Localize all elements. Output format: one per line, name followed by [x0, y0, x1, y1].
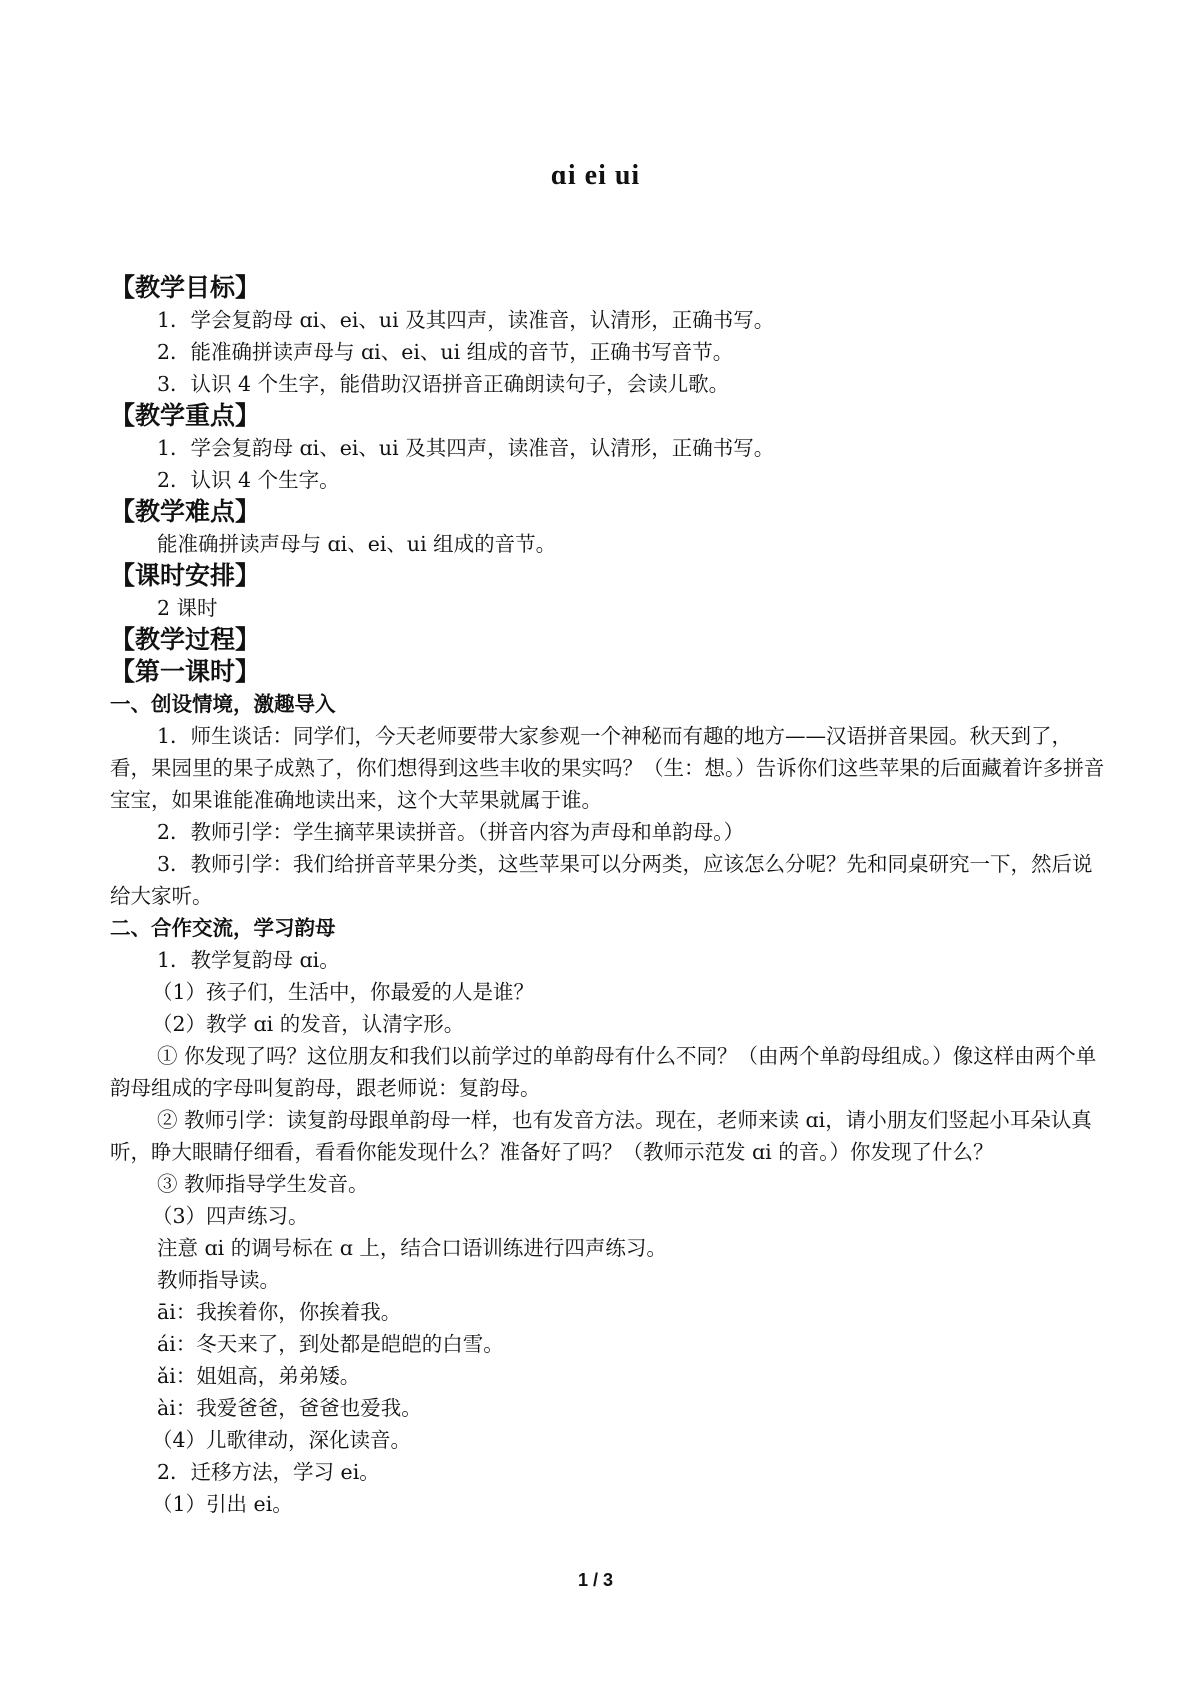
text-line: 2．认识 4 个生字。 [157, 468, 340, 492]
text-line: 2 课时 [157, 596, 218, 620]
text-line: （2）教学 ɑi 的发音，认清字形。 [152, 1012, 465, 1036]
text-line: 1．学会复韵母 ɑi、ei、ui 及其四声，读准音，认清形，正确书写。 [157, 308, 775, 332]
text-line: 2．能准确拼读声母与 ɑi、ei、ui 组成的音节，正确书写音节。 [157, 340, 734, 364]
section-heading: 【第一课时】 [110, 657, 261, 686]
section-heading: 【教学目标】 [110, 273, 261, 302]
section-heading: 【教学过程】 [110, 625, 261, 654]
text-line: （1）引出 ei。 [152, 1492, 293, 1516]
section-heading: 【课时安排】 [110, 561, 261, 590]
text-line: （4）儿歌律动，深化读音。 [152, 1428, 412, 1452]
paragraph: ② 教师引学：读复韵母跟单韵母一样，也有发音方法。现在，老师来读 ɑi，请小朋友们竖起小耳朵认真听，睁大眼睛仔细看，看看你能发现什么？准备好了吗？（教师示范发 ɑi 的音。）你发现了什么？ [110, 1108, 1092, 1164]
page-title: ɑi ei ui [550, 160, 641, 191]
subsection-heading: 一、创设情境，激趣导入 [110, 692, 336, 716]
text-line: 教师指导读。 [157, 1268, 280, 1292]
text-line: （1）孩子们，生活中，你最爱的人是谁？ [152, 980, 535, 1004]
text-line: ài：我爱爸爸，爸爸也爱我。 [157, 1396, 422, 1420]
text-line: āi：我挨着你，你挨着我。 [157, 1300, 402, 1324]
text-line: 1．教学复韵母 ɑi。 [157, 948, 340, 972]
text-line: ③ 教师指导学生发音。 [157, 1172, 369, 1196]
section-heading: 【教学难点】 [110, 497, 261, 526]
text-line: 1．学会复韵母 ɑi、ei、ui 及其四声，读准音，认清形，正确书写。 [157, 436, 775, 460]
text-line: ǎi：姐姐高，弟弟矮。 [157, 1364, 361, 1388]
paragraph: 3．教师引学：我们给拼音苹果分类，这些苹果可以分两类，应该怎么分呢？先和同桌研究一下，然后说给大家听。 [110, 852, 1093, 908]
section-heading: 【教学重点】 [110, 401, 261, 430]
text-line: 注意 ɑi 的调号标在 ɑ 上，结合口语训练进行四声练习。 [157, 1236, 667, 1260]
text-line: 3．认识 4 个生字，能借助汉语拼音正确朗读句子，会读儿歌。 [157, 372, 730, 396]
text-line: 能准确拼读声母与 ɑi、ei、ui 组成的音节。 [157, 532, 557, 556]
subsection-heading: 二、合作交流，学习韵母 [110, 916, 336, 940]
page-number: 1 / 3 [577, 1570, 614, 1590]
text-line: 2．迁移方法，学习 ei。 [157, 1460, 380, 1484]
document-body [110, 272, 1110, 1520]
text-line: ái：冬天来了，到处都是皑皑的白雪。 [157, 1332, 504, 1356]
text-line: （3）四声练习。 [152, 1204, 309, 1228]
paragraph: ① 你发现了吗？这位朋友和我们以前学过的单韵母有什么不同？（由两个单韵母组成。）像这样由两个单韵母组成的字母叫复韵母，跟老师说：复韵母。 [110, 1044, 1097, 1100]
paragraph: 1．师生谈话：同学们，今天老师要带大家参观一个神秘而有趣的地方——汉语拼音果园。秋天到了，看，果园里的果子成熟了，你们想得到这些丰收的果实吗？（生：想。）告诉你们这些苹果的后面藏着许多拼音宝宝，如果谁能准确地读出来，这个大苹果就属于谁。 [110, 724, 1105, 812]
text-line: 2．教师引学：学生摘苹果读拼音。（拼音内容为声母和单韵母。） [157, 820, 745, 844]
